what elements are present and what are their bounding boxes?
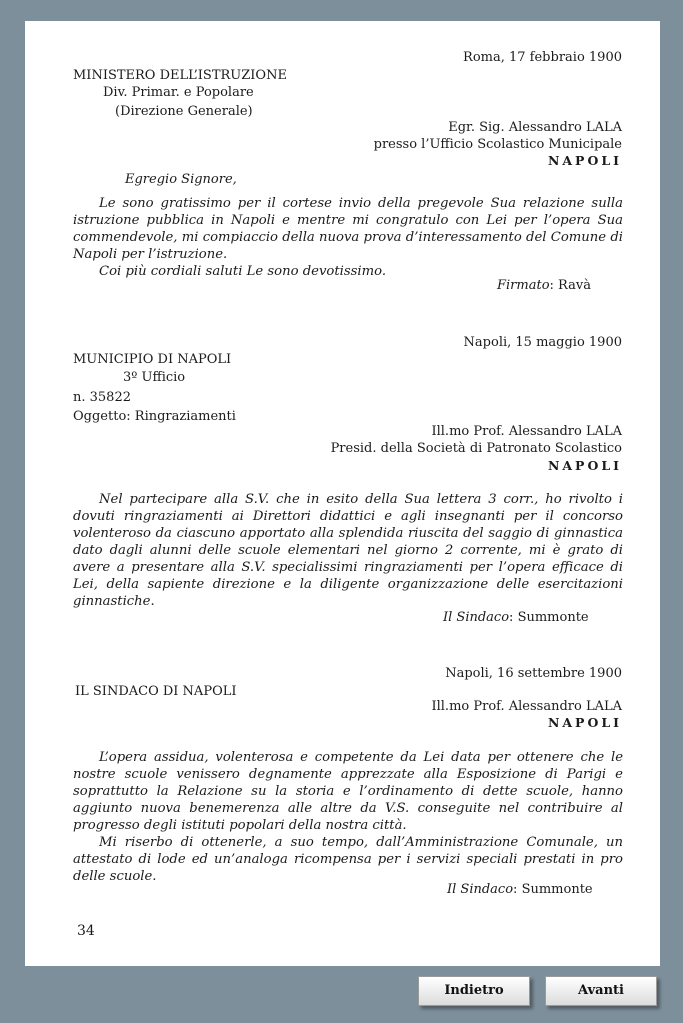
letter3-recipient-name: Ill.mo Prof. Alessandro LALA bbox=[431, 699, 622, 714]
letter3-body bbox=[73, 749, 623, 885]
signature-label: Firmato bbox=[497, 278, 550, 293]
letter2-body bbox=[73, 491, 623, 610]
letter1-paragraph: Coi più cordiali saluti Le sono devotissimo. bbox=[99, 264, 387, 279]
letter2-paragraph: Nel partecipare alla S.V. che in esito della Sua lettera 3 corr., ho rivolto i dovuti ringraziamenti ai Direttori didattici e agli insegnanti per il concorso volenteroso da ciascuno apportato alla splendida riuscita del saggio di ginnastica dato dagli alunni delle scuole elementari nel giorno 2 corrente, mi è grato di avere a presentare alla S.V. specialissimi ringraziamenti per l’opera efficace di Lei, della sapiente direzione e la diligente organizzazione delle esercitazioni ginnastiche. bbox=[73, 492, 623, 609]
document-page bbox=[25, 21, 660, 966]
letter1-date: Roma, 17 febbraio 1900 bbox=[463, 50, 622, 65]
letter2-date: Napoli, 15 maggio 1900 bbox=[463, 335, 622, 350]
letter2-recipient-city: NAPOLI bbox=[547, 458, 622, 473]
next-button[interactable]: Avanti bbox=[545, 976, 657, 1006]
letter3-paragraph: L’opera assidua, volenterosa e competente da Lei data per ottenere che le nostre scuole venissero degnamente apprezzate alla Esposizione di Parigi e soprattutto la Relazione su la storia e l’ordinamento di dette scuole, hanno aggiunto nuova benemerenza alle altre da V.S. conseguite nel contribuire al progresso degli istituti popolari della nostra città. bbox=[73, 750, 623, 833]
letter2-recipient-name: Ill.mo Prof. Alessandro LALA bbox=[431, 424, 622, 439]
letter3-header-mayor: IL SINDACO DI NAPOLI bbox=[75, 684, 237, 699]
letter1-paragraph: Le sono gratissimo per il cortese invio della pregevole Sua relazione sulla istruzione pubblica in Napoli e mentre mi congratulo con Lei per l’opera Sua commendevole, mi compiaccio della nuova prova d’interessamento del Comune di Napoli per l’istruzione. bbox=[73, 196, 623, 262]
letter2-header-municipality: MUNICIPIO DI NAPOLI bbox=[73, 352, 232, 367]
letter1-signature: Firmato: Ravà bbox=[497, 278, 591, 293]
letter1-recipient-name: Egr. Sig. Alessandro LALA bbox=[448, 120, 622, 135]
letter1-body bbox=[73, 195, 623, 280]
letter2-protocol-number: n. 35822 bbox=[73, 390, 131, 405]
letter1-recipient-city: NAPOLI bbox=[547, 153, 622, 168]
back-button[interactable]: Indietro bbox=[418, 976, 530, 1006]
letter2-header-office: 3º Ufficio bbox=[123, 370, 186, 385]
signature-name: Summonte bbox=[521, 882, 593, 897]
letter3-signature: Il Sindaco: Summonte bbox=[447, 882, 593, 897]
letter1-header-direction: (Direzione Generale) bbox=[115, 104, 253, 119]
letter2-subject: Oggetto: Ringraziamenti bbox=[73, 409, 236, 424]
signature-name: Summonte bbox=[517, 610, 589, 625]
signature-name: Ravà bbox=[558, 278, 591, 293]
signature-label: Il Sindaco bbox=[447, 882, 514, 897]
letter1-recipient-office: presso l’Ufficio Scolastico Municipale bbox=[373, 137, 622, 152]
letter1-header-ministry: MINISTERO DELL’ISTRUZIONE bbox=[73, 68, 287, 83]
signature-label: Il Sindaco bbox=[443, 610, 510, 625]
letter3-date: Napoli, 16 settembre 1900 bbox=[445, 666, 622, 681]
letter2-signature: Il Sindaco: Summonte bbox=[443, 610, 589, 625]
letter1-salutation: Egregio Signore, bbox=[125, 172, 237, 187]
letter3-paragraph: Mi riserbo di ottenerle, a suo tempo, dall’Amministrazione Comunale, un attestato di lode ed un’analoga ricompensa per i servizi speciali prestati in pro delle scuole. bbox=[73, 835, 623, 884]
letter2-recipient-title: Presid. della Società di Patronato Scolastico bbox=[330, 441, 622, 456]
letter3-recipient-city: NAPOLI bbox=[547, 715, 622, 730]
letter1-header-division: Div. Primar. e Popolare bbox=[103, 85, 254, 100]
page-number: 34 bbox=[77, 923, 95, 939]
